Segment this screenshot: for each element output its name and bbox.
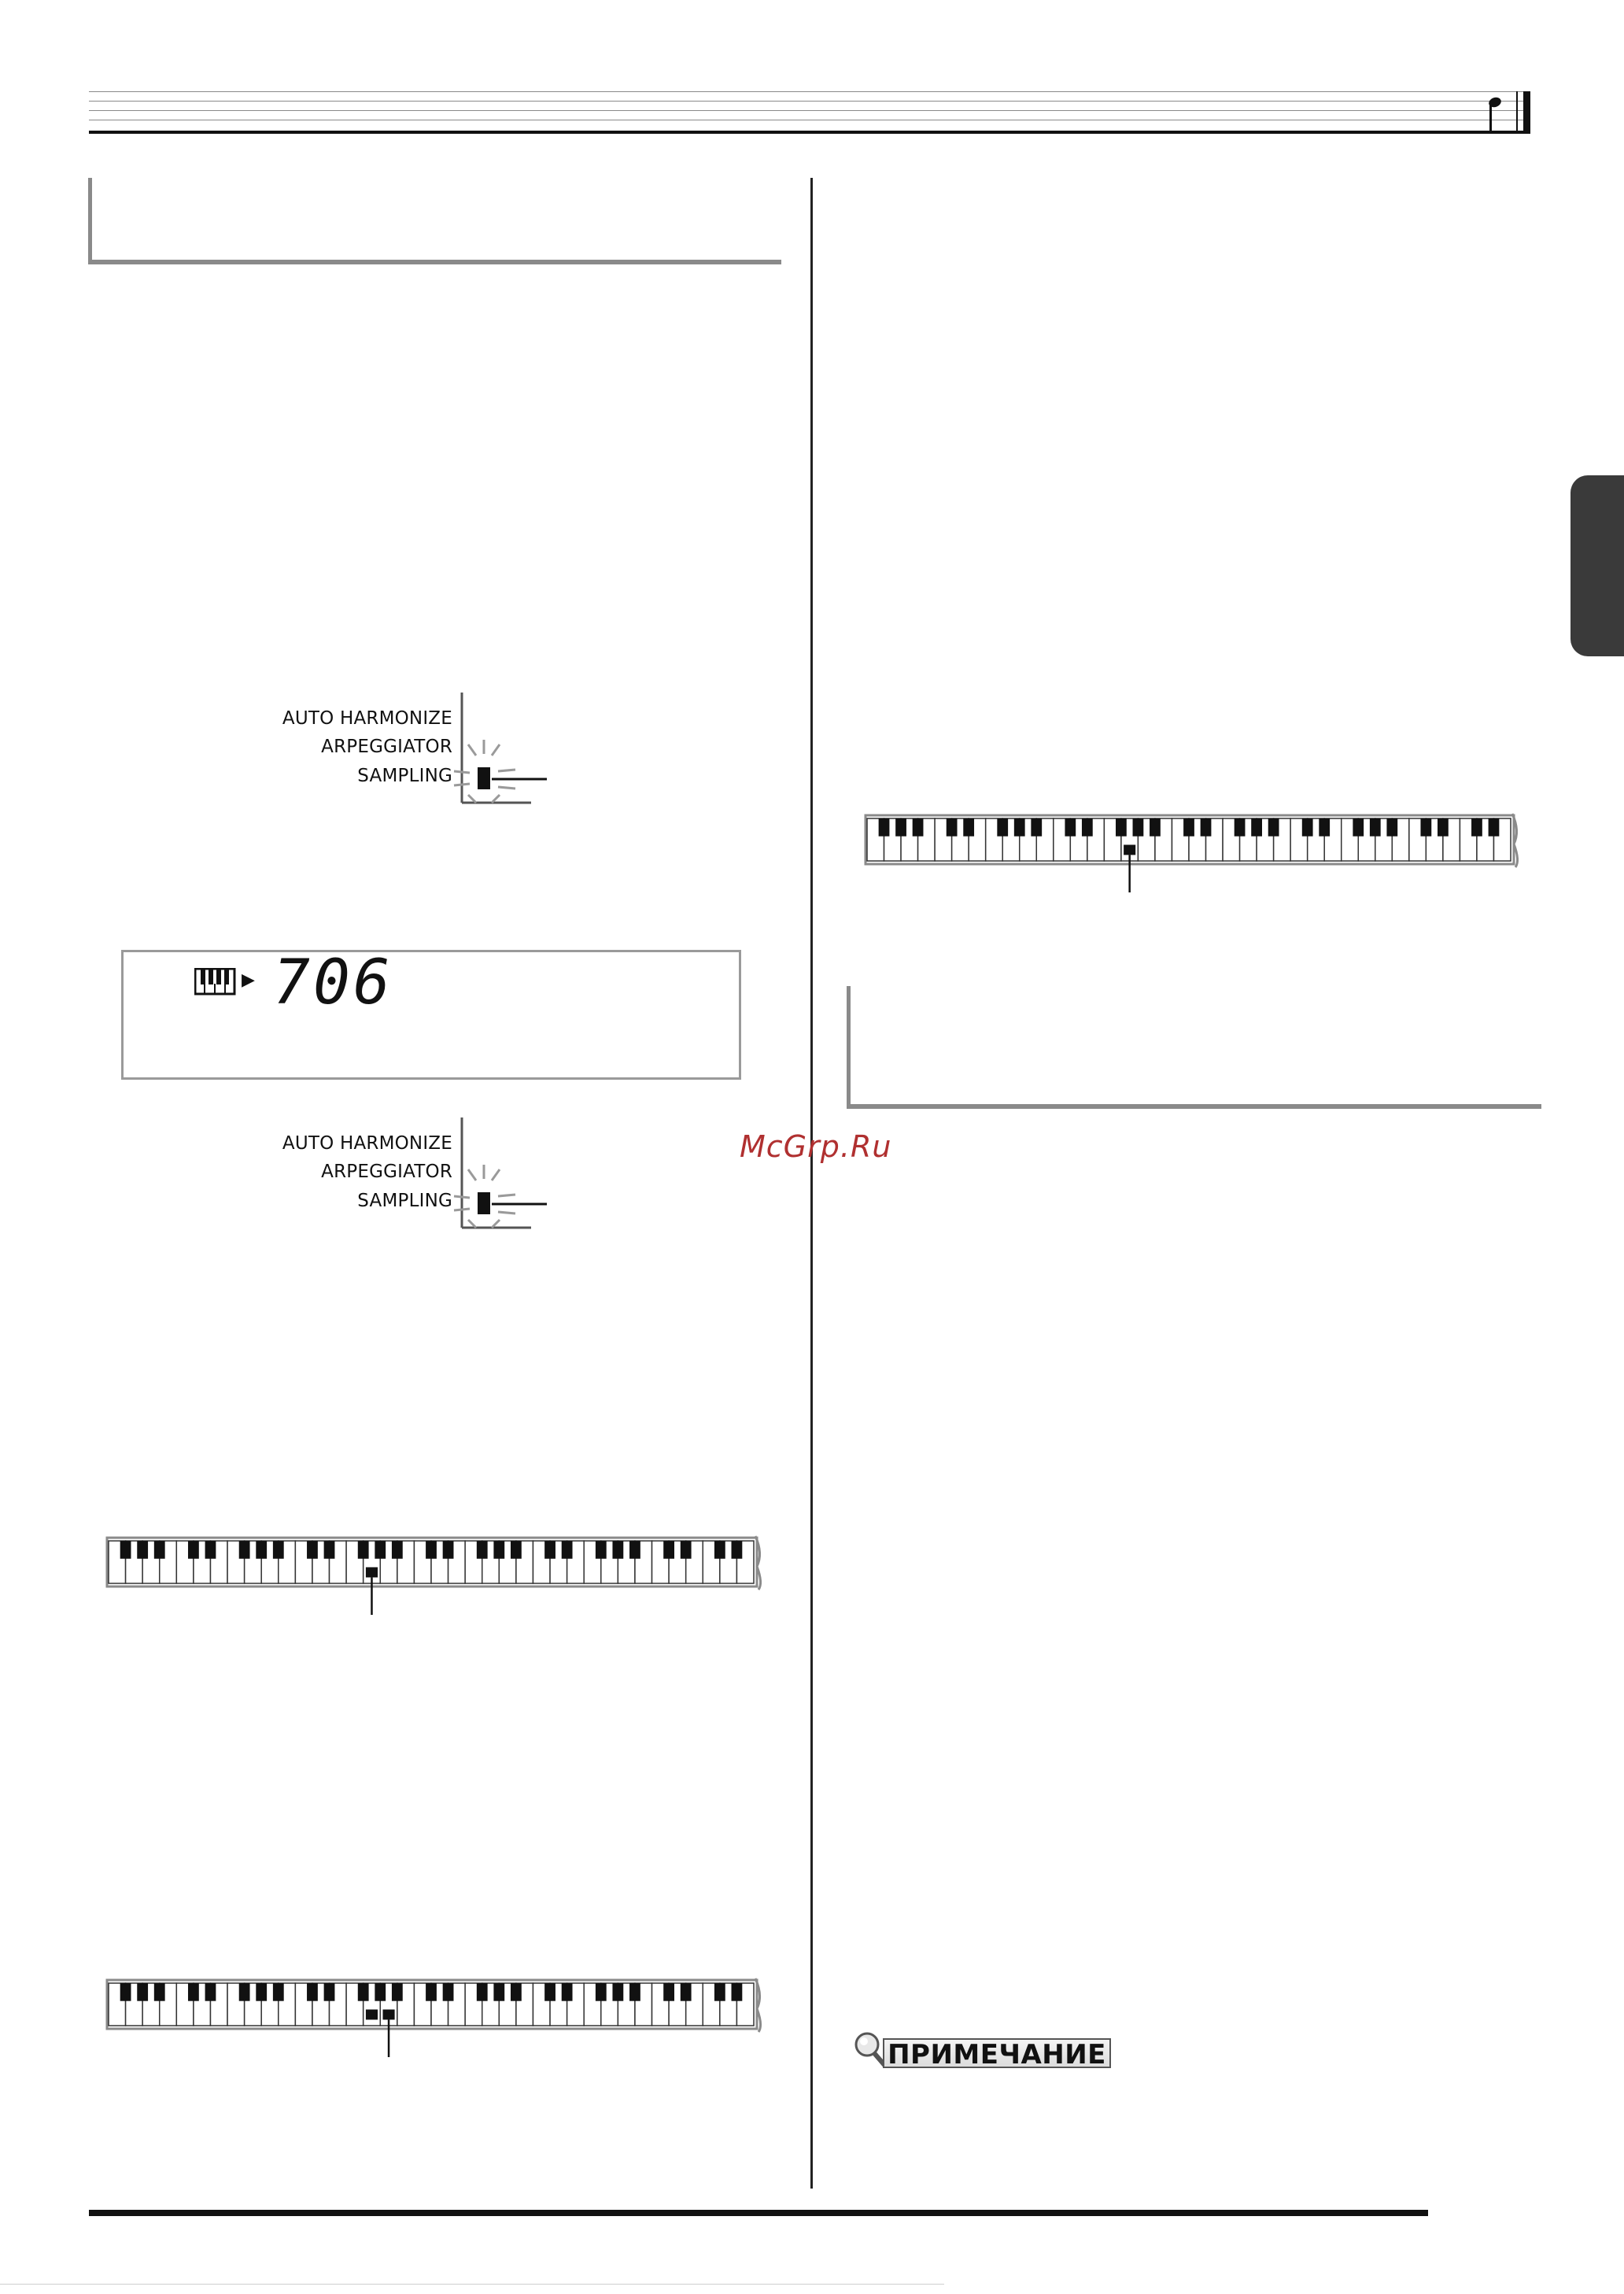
black-key [1201,818,1212,837]
black-key [273,1983,284,2001]
black-key [256,1983,267,2001]
label-auto-harmonize: AUTO HARMONIZE [282,1133,452,1154]
black-key [426,1541,437,1559]
sampling-indicator-blinking-icon [452,693,610,818]
black-key [392,1541,403,1559]
footer-faint-line [0,2284,944,2285]
black-key [612,1541,623,1559]
black-key [629,1541,640,1559]
black-key [681,1541,692,1559]
black-key [596,1541,607,1559]
watermark: McGrp.Ru [740,1129,892,1164]
black-key [239,1983,250,2001]
black-key [307,1983,318,2001]
black-key [1370,818,1381,837]
black-key [1251,818,1262,837]
black-key [324,1541,335,1559]
black-key [256,1541,267,1559]
black-key [477,1541,488,1559]
black-key [1183,818,1194,837]
black-key [493,1983,504,2001]
black-key [1235,818,1246,837]
black-key [544,1541,555,1559]
black-key [154,1541,165,1559]
note-label: ПРИМЕЧАНИЕ [883,2038,1111,2068]
black-key [1471,818,1482,837]
black-key [913,818,924,837]
black-key [511,1541,522,1559]
black-key [493,1541,504,1559]
black-key [358,1983,369,2001]
keyboard-icon [194,968,237,996]
black-key [1319,818,1330,837]
sampling-indicator-blinking-icon [452,1117,610,1243]
black-key [681,1983,692,2001]
section-header-right [847,986,1541,1109]
black-key [1150,818,1161,837]
black-key [663,1541,674,1559]
black-key [1014,818,1025,837]
side-tab [1570,475,1624,656]
black-key [358,1541,369,1559]
lcd-display [121,950,741,1080]
black-key [1353,818,1364,837]
column-divider [810,178,813,2189]
black-key [562,1983,573,2001]
black-key [375,1541,386,1559]
black-key [895,818,906,837]
black-key [154,1983,165,2001]
section-header-left [88,178,781,264]
label-sampling: SAMPLING [357,766,452,786]
keyboard-diagram-3 [864,812,1523,899]
black-key [205,1541,216,1559]
black-key [1302,818,1313,837]
footer-rule [89,2210,1428,2216]
black-key [324,1983,335,2001]
black-key [562,1541,573,1559]
black-key [188,1541,199,1559]
black-key [120,1541,131,1559]
indicator-panel-1 [216,708,610,818]
black-key [392,1983,403,2001]
black-key [1082,818,1093,837]
black-key [997,818,1008,837]
pressed-key-mark [366,2009,378,2019]
black-key [1133,818,1144,837]
black-key [947,818,958,837]
black-key [137,1541,148,1559]
black-key [879,818,890,837]
indicator-panel-2 [216,1133,610,1243]
black-key [120,1983,131,2001]
label-arpeggiator: ARPEGGIATOR [321,737,452,757]
page-header-staff [89,91,1530,134]
black-key [1420,818,1431,837]
music-note-icon [1488,96,1507,134]
keyboard-diagram-1 [105,1535,766,1621]
black-key [612,1983,623,2001]
black-key [1116,818,1127,837]
pressed-key-mark [383,2009,395,2019]
black-key [629,1983,640,2001]
label-sampling: SAMPLING [357,1191,452,1211]
note-badge [851,2030,1116,2070]
black-key [1386,818,1397,837]
lcd-pointer: ▶ [242,970,255,989]
black-key [426,1983,437,2001]
keyboard-diagram-2 [105,1977,766,2063]
black-key [307,1541,318,1559]
black-key [1268,818,1279,837]
black-key [714,1541,725,1559]
black-key [443,1541,454,1559]
pressed-key-mark [366,1567,378,1577]
black-key [732,1983,743,2001]
black-key [732,1541,743,1559]
black-key [544,1983,555,2001]
label-auto-harmonize: AUTO HARMONIZE [282,708,452,729]
black-key [239,1541,250,1559]
black-key [511,1983,522,2001]
black-key [137,1983,148,2001]
black-key [477,1983,488,2001]
black-key [963,818,974,837]
black-key [443,1983,454,2001]
black-key [1031,818,1042,837]
black-key [188,1983,199,2001]
pressed-key-mark [1124,844,1135,855]
lcd-number: 706 [273,948,393,1018]
black-key [375,1983,386,2001]
black-key [714,1983,725,2001]
black-key [1489,818,1500,837]
black-key [596,1983,607,2001]
black-key [273,1541,284,1559]
black-key [1438,818,1449,837]
label-arpeggiator: ARPEGGIATOR [321,1162,452,1182]
black-key [205,1983,216,2001]
black-key [663,1983,674,2001]
black-key [1065,818,1076,837]
